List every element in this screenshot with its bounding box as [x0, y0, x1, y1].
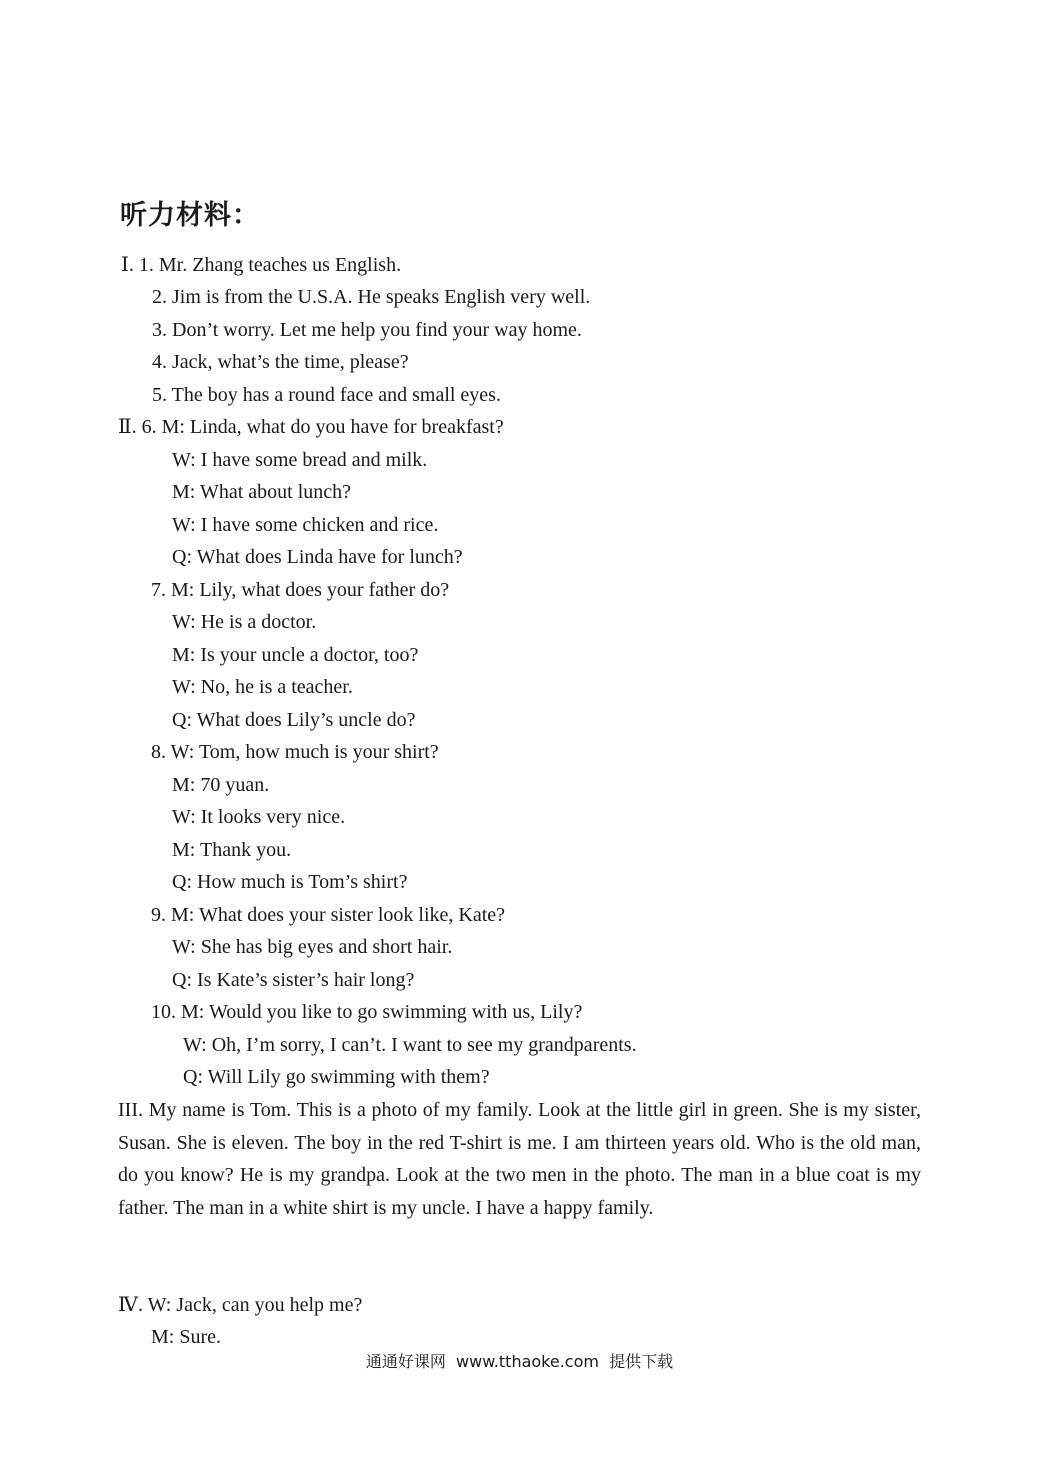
section2-line: Q: Will Lily go swimming with them?	[183, 1066, 490, 1088]
section1-line: 4. Jack, what’s the time, please?	[152, 351, 409, 373]
section1-line: 3. Don’t worry. Let me help you find your way home.	[152, 319, 582, 341]
page-footer: 通通好课网 www.tthaoke.com 提供下载	[365, 1352, 674, 1371]
section2-line: Q: What does Linda have for lunch?	[172, 546, 463, 568]
section1-line: Ⅰ. 1. Mr. Zhang teaches us English.	[121, 254, 402, 276]
section2-line: W: I have some bread and milk.	[172, 449, 428, 471]
section2-line: W: She has big eyes and short hair.	[172, 936, 453, 958]
section2-line: 10. M: Would you like to go swimming with us, Lily?	[151, 1001, 583, 1023]
section2-line: M: What about lunch?	[172, 481, 352, 503]
section2-line: W: Oh, I’m sorry, I can’t. I want to see my grandparents.	[183, 1034, 637, 1056]
section2-line: W: I have some chicken and rice.	[172, 514, 439, 536]
section2-line: 8. W: Tom, how much is your shirt?	[151, 741, 439, 763]
section2-line: Q: How much is Tom’s shirt?	[172, 871, 408, 893]
section2-line: 7. M: Lily, what does your father do?	[151, 579, 450, 601]
section2-line: M: 70 yuan.	[172, 774, 270, 796]
section2-line: M: Is your uncle a doctor, too?	[172, 644, 419, 666]
section2-line: 9. M: What does your sister look like, Kate?	[151, 904, 506, 926]
page-title: 听力材料：	[120, 200, 260, 231]
section2-line: Q: Is Kate’s sister’s hair long?	[172, 969, 415, 991]
section2-line: W: No, he is a teacher.	[172, 676, 353, 698]
section3-paragraph: III. My name is Tom. This is a photo of my family. Look at the little girl in green. She is my sister, Susan. She is eleven. The boy in the red T-shirt is me. I am thirteen years old. Who is the old man, do you know? He is my grandpa. Look at the two men in the photo. The man in a blue coat is my father. The man in a white shirt is my uncle. I have a happy family.	[118, 1099, 921, 1219]
section2-line: M: Thank you.	[172, 839, 292, 861]
section2-line: W: It looks very nice.	[172, 806, 346, 828]
section4-line: Ⅳ. W: Jack, can you help me?	[118, 1294, 363, 1316]
section2-line: Q: What does Lily’s uncle do?	[172, 709, 416, 731]
section2-line: W: He is a doctor.	[172, 611, 317, 633]
section1-line: 2. Jim is from the U.S.A. He speaks English very well.	[152, 286, 591, 308]
section1-line: 5. The boy has a round face and small eyes.	[152, 384, 501, 406]
section4-line: M: Sure.	[151, 1326, 221, 1348]
section2-line: Ⅱ. 6. M: Linda, what do you have for breakfast?	[118, 416, 504, 438]
